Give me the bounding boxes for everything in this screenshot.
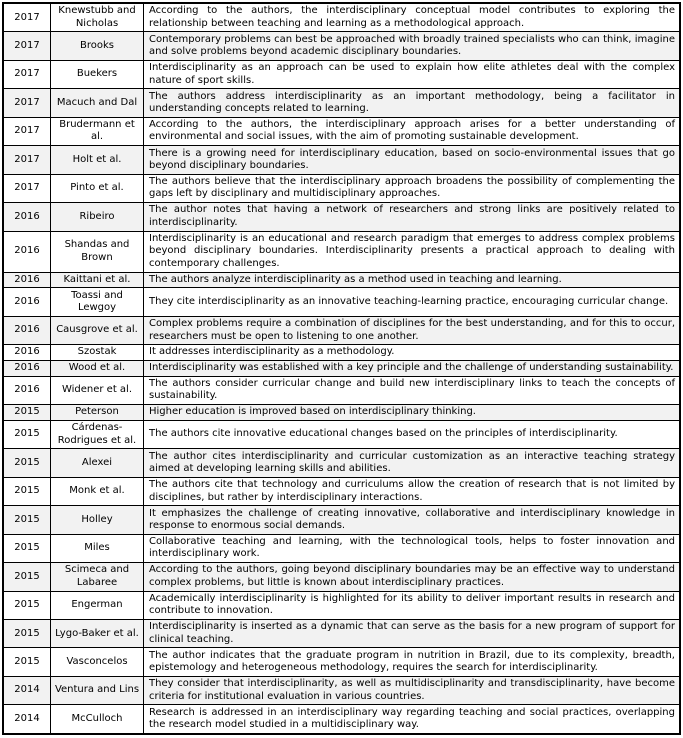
cell-description: Interdisciplinarity is an educational and research paradigm that emerges to address complex problems beyond disciplinary boundaries. Interdisciplinarity presents a practical approach to dealing with contemporary challenges. [144,231,681,272]
cell-year: 2016 [3,203,51,231]
table-row [3,420,680,448]
cell-year: 2017 [3,146,51,174]
cell-description: The author notes that having a network of researchers and strong links are positively related to interdisciplinarity. [144,203,681,231]
cell-authors: Holt et al. [51,146,144,174]
cell-year: 2016 [3,361,51,377]
cell-description: The authors cite that technology and curriculums allow the creation of research that is not limited by disciplines, but rather by interdisciplinary interactions. [144,477,681,505]
cell-description: The authors address interdisciplinarity as an important methodology, being a facilitator in understanding concepts related to learning. [144,89,681,117]
cell-authors: Toassi and Lewgoy [51,288,144,316]
table-row [3,376,680,404]
cell-description: It addresses interdisciplinarity as a methodology. [144,345,681,361]
cell-year: 2017 [3,174,51,202]
cell-year: 2015 [3,420,51,448]
cell-authors: McCulloch [51,705,144,734]
literature-review-table [2,2,681,735]
cell-description: The author indicates that the graduate program in nutrition in Brazil, due to its complexity, breadth, epistemology and heterogeneous methodology, requires the search for interdisciplinarity. [144,648,681,676]
cell-year: 2015 [3,563,51,591]
table-row [3,117,680,145]
cell-authors: Kaittani et al. [51,272,144,288]
cell-year: 2015 [3,534,51,562]
cell-year: 2016 [3,288,51,316]
cell-authors: Ventura and Lins [51,676,144,704]
table-row [3,146,680,174]
cell-description: Interdisciplinarity was established with a key principle and the challenge of understanding sustainability. [144,361,681,377]
cell-year: 2014 [3,705,51,734]
table-row [3,449,680,477]
table-row [3,648,680,676]
cell-authors: Cárdenas-Rodrigues et al. [51,420,144,448]
cell-description: The author cites interdisciplinarity and curricular customization as an interactive teaching strategy aimed at developing learning skills and abilities. [144,449,681,477]
cell-authors: Engerman [51,591,144,619]
table-row [3,620,680,648]
cell-description: Academically interdisciplinarity is highlighted for its ability to deliver important results in research and contribute to innovation. [144,591,681,619]
cell-year: 2017 [3,3,51,32]
cell-authors: Ribeiro [51,203,144,231]
cell-description: There is a growing need for interdisciplinary education, based on socio-environmental issues that go beyond disciplinary boundaries. [144,146,681,174]
cell-year: 2016 [3,345,51,361]
table-row [3,32,680,60]
cell-year: 2017 [3,32,51,60]
cell-description: Higher education is improved based on interdisciplinary thinking. [144,405,681,421]
cell-year: 2016 [3,316,51,344]
table-row [3,563,680,591]
table-row [3,705,680,734]
cell-description: Interdisciplinarity as an approach can be used to explain how elite athletes deal with the complex nature of sport skills. [144,60,681,88]
cell-description: The authors cite innovative educational changes based on the principles of interdisciplinarity. [144,420,681,448]
table-row [3,174,680,202]
table-row [3,316,680,344]
cell-year: 2017 [3,117,51,145]
table-row [3,534,680,562]
cell-year: 2015 [3,648,51,676]
cell-authors: Vasconcelos [51,648,144,676]
cell-authors: Miles [51,534,144,562]
table-row [3,89,680,117]
table-row [3,477,680,505]
table-row [3,3,680,32]
cell-year: 2017 [3,89,51,117]
cell-description: The authors consider curricular change and build new interdisciplinary links to teach the concepts of sustainability. [144,376,681,404]
table-row [3,231,680,272]
cell-year: 2015 [3,449,51,477]
cell-description: The authors analyze interdisciplinarity as a method used in teaching and learning. [144,272,681,288]
table-row [3,361,680,377]
cell-year: 2016 [3,272,51,288]
cell-authors: Scimeca and Labaree [51,563,144,591]
cell-authors: Buekers [51,60,144,88]
cell-authors: Macuch and Dal [51,89,144,117]
cell-year: 2015 [3,405,51,421]
cell-authors: Brudermann et al. [51,117,144,145]
cell-description: According to the authors, going beyond disciplinary boundaries may be an effective way to understand complex problems, but little is known about interdisciplinary practices. [144,563,681,591]
cell-authors: Monk et al. [51,477,144,505]
table-row [3,345,680,361]
cell-description: Contemporary problems can best be approached with broadly trained specialists who can think, imagine and solve problems beyond academic disciplinary boundaries. [144,32,681,60]
cell-description: They consider that interdisciplinarity, as well as multidisciplinarity and transdisciplinarity, have become criteria for institutional evaluation in various countries. [144,676,681,704]
cell-description: It emphasizes the challenge of creating innovative, collaborative and interdisciplinary knowledge in response to enormous social demands. [144,506,681,534]
table-row [3,288,680,316]
cell-authors: Wood et al. [51,361,144,377]
cell-description: Research is addressed in an interdisciplinary way regarding teaching and social practices, overlapping the research model studied in a multidisciplinary way. [144,705,681,734]
cell-description: According to the authors, the interdisciplinary approach arises for a better understanding of environmental and social issues, with the aim of promoting sustainable development. [144,117,681,145]
cell-description: The authors believe that the interdisciplinary approach broadens the possibility of complementing the gaps left by disciplinary and multidisciplinary approaches. [144,174,681,202]
cell-year: 2015 [3,620,51,648]
table-row [3,405,680,421]
cell-year: 2016 [3,231,51,272]
cell-year: 2015 [3,506,51,534]
cell-authors: Szostak [51,345,144,361]
table-row [3,60,680,88]
table-body [3,3,680,734]
cell-year: 2016 [3,376,51,404]
cell-authors: Holley [51,506,144,534]
cell-year: 2015 [3,591,51,619]
cell-description: They cite interdisciplinarity as an innovative teaching-learning practice, encouraging curricular change. [144,288,681,316]
cell-description: Complex problems require a combination of disciplines for the best understanding, and for this to occur, researchers must be open to listening to one another. [144,316,681,344]
table-row [3,272,680,288]
cell-authors: Brooks [51,32,144,60]
cell-year: 2017 [3,60,51,88]
cell-authors: Knewstubb and Nicholas [51,3,144,32]
cell-authors: Shandas and Brown [51,231,144,272]
cell-year: 2014 [3,676,51,704]
table-row [3,676,680,704]
table-row [3,506,680,534]
cell-description: Collaborative teaching and learning, with the technological tools, helps to foster innovation and interdisciplinary work. [144,534,681,562]
cell-authors: Peterson [51,405,144,421]
table-row [3,591,680,619]
cell-authors: Alexei [51,449,144,477]
table-row [3,203,680,231]
cell-authors: Lygo-Baker et al. [51,620,144,648]
cell-description: According to the authors, the interdisciplinary conceptual model contributes to exploring the relationship between teaching and learning as a methodological approach. [144,3,681,32]
cell-year: 2015 [3,477,51,505]
cell-authors: Pinto et al. [51,174,144,202]
cell-authors: Causgrove et al. [51,316,144,344]
cell-description: Interdisciplinarity is inserted as a dynamic that can serve as the basis for a new program of support for clinical teaching. [144,620,681,648]
cell-authors: Widener et al. [51,376,144,404]
